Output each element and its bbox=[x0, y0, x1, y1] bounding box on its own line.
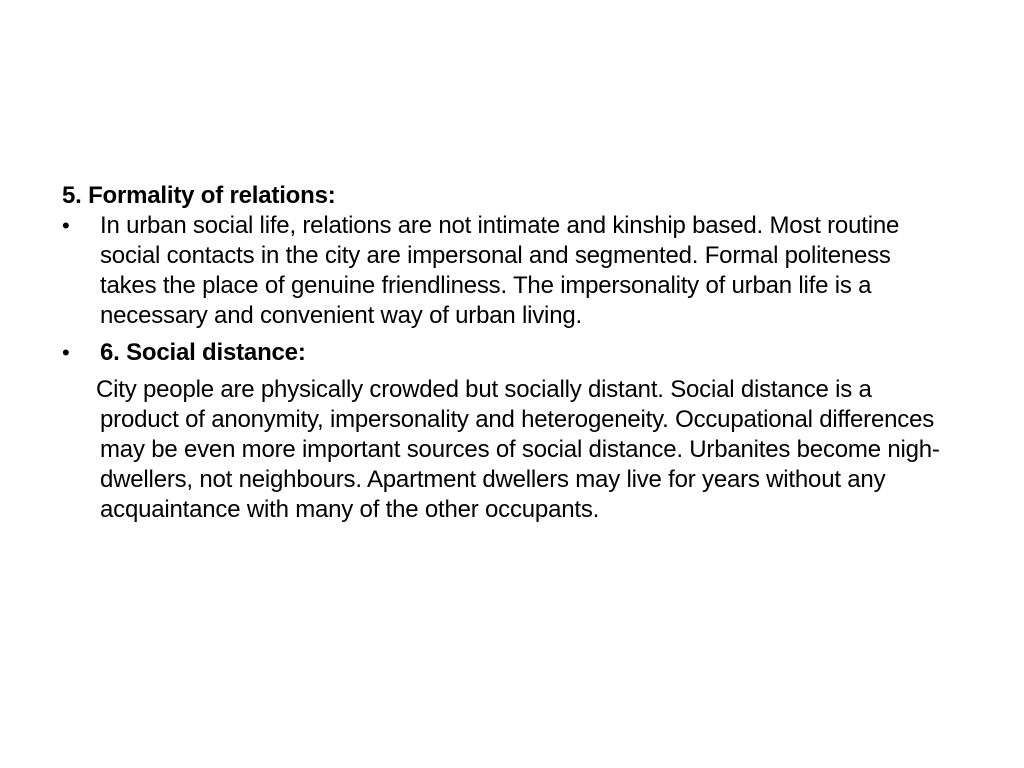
section-5-text: In urban social life, relations are not intimate and kinship based. Most routine social contacts in the city are impersonal and segmented. Formal politeness takes the place of genuine friendliness. The impersonality of urban life is a necessary and convenient way of urban living. bbox=[100, 212, 900, 329]
section-5-heading: 5. Formality of relations: bbox=[62, 182, 336, 209]
bullet-icon: • bbox=[62, 340, 70, 365]
section-5-bullet bbox=[62, 211, 942, 331]
spacer bbox=[62, 368, 942, 375]
section-6-bullet bbox=[62, 338, 942, 368]
section-6-text: City people are physically crowded but socially distant. Social distance is a product of anonymity, impersonality and heterogeneity. Occupational differences may be even more important sources of social distance. Urbanites become nigh-dwellers, not neighbours. Apartment dwellers may live for years without any acquaintance with many of the other occupants. bbox=[96, 376, 940, 523]
section-6-heading: 6. Social distance: bbox=[100, 339, 306, 366]
slide-content bbox=[62, 181, 942, 525]
bullet-icon: • bbox=[62, 213, 70, 238]
spacer bbox=[62, 331, 942, 338]
